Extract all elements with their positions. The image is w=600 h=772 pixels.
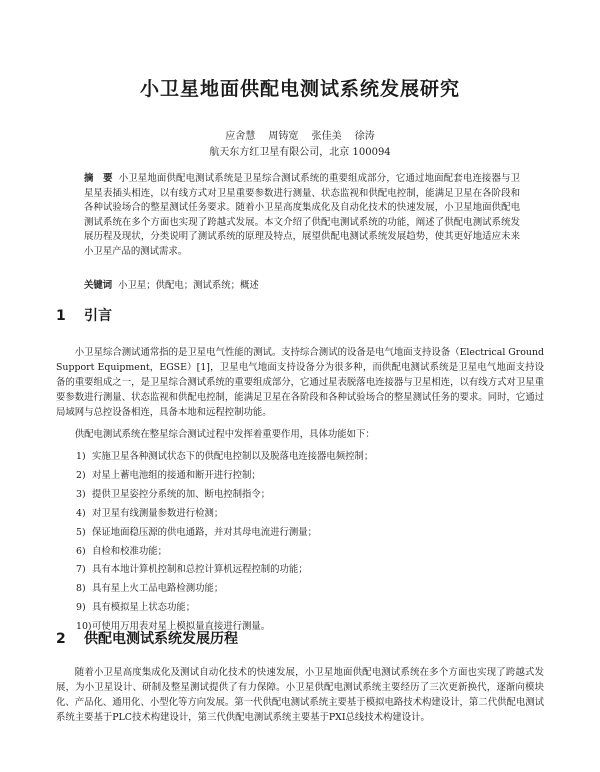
list-item-number: 7) [76,564,86,576]
list-item-text: 对卫星有线测量参数进行检测； [92,507,224,519]
paper-title: 小卫星地面供配电测试系统发展研究 [139,78,460,100]
list-item [76,543,544,562]
section-number: 2 [56,631,66,647]
abstract-text: 小卫星地面供配电测试系统是卫星综合测试系统的重要组成部分，它通过地面配套电连接器与卫星星表插头相连，以有线方式对卫星重要参数进行测量、状态监视和供配电控制，能满足卫星在各阶段和各种试验场合的整星测试任务要求。随着小卫星高度集成化及自动化技术的快速发展，小卫星地面供配电测试系统在多个方面也实现了跨越式发展。本文介绍了供配电测试系统的功能，阐述了供配电测试系统发展历程及现状，分类说明了测试系统的原理及特点，展望供配电测试系统发展趋势，使其更好地适应未来小卫星产品的测试需求。 [84,173,520,257]
list-item [76,448,544,467]
list-item-number: 10) [76,621,92,633]
list-item [76,467,544,486]
function-list [76,448,544,637]
author-name: 周铸宽 [268,131,299,142]
list-item-text: 具有星上火工品电路检测功能； [92,583,224,595]
list-item [76,561,544,580]
list-item [76,524,544,543]
author-name: 张佳美 [311,131,342,142]
list-item-number: 9) [76,602,86,614]
list-item [76,505,544,524]
list-item-number: 1) [76,451,86,462]
list-item-number: 3) [76,488,86,500]
list-item [76,599,544,618]
section-heading [56,628,238,648]
list-item-number: 2) [76,469,86,481]
author-list [0,127,600,142]
section2-paragraph: 随着小卫星高度集成化及测试自动化技术的快速发展，小卫星地面供配电测试系统在多个方面也实现了跨越式发展，为小卫星设计、研制及整星测试提供了有力保障。小卫星供配电测试系统主要经历了三次更新换代，逐渐向模块化、产品化、通用化、小型化等方向发展。第一代供配电测试系统主要基于模拟电路技术构建设计，第二代供配电测试系统主要基于PLC技术构建设计，第三代供配电测试系统主要基于PXI总线技术构建设计。 [56,667,544,723]
abstract-label: 摘 要 [84,173,113,184]
list-item-text: 自检和校准功能； [92,545,168,557]
list-item [76,486,544,505]
list-item-number: 4) [76,507,86,519]
keywords-text: 小卫星；供配电；测试系统；概述 [118,280,259,291]
affiliation: 航天东方红卫星有限公司，北京 100094 [209,147,391,158]
section-title: 引言 [84,308,112,324]
list-item-number: 5) [76,526,86,538]
list-item-text: 可使用万用表对星上模拟量直接进行测量。 [92,621,271,633]
list-item-text: 具有本地计算机控制和总控计算机远程控制的功能； [92,564,308,576]
author-name: 应舍慧 [225,131,256,142]
list-item-number: 6) [76,545,86,557]
section-heading [56,305,112,325]
list-item-text: 对星上蓄电池组的接通和断开进行控制； [92,469,261,481]
list-item-text: 具有模拟星上状态功能； [92,602,196,614]
keywords-label: 关键词 [84,280,113,291]
list-item-number: 8) [76,583,86,595]
section1-paragraph: 小卫星综合测试通常指的是卫星电气性能的测试。支持综合测试的设备是电气地面支持设备（Electrical Ground Support Equipment，EGSE）[1]，卫星电气地面支持设备分为很多种，而供配电测试系统是卫星电气地面支持设备的重要组成之一，是卫星综合测试系统的重要组成部分，它通过星表脱落电连接器与卫星相连，以有线方式对卫星重要参数进行测量、状态监视和供配电控制，能满足卫星在各阶段和各种试验场合的整星测试任务的要求。同时，它通过局域网与总控设备相连，具备本地和远程控制功能。 [56,347,544,418]
author-name: 徐涛 [354,131,375,142]
list-item-text: 提供卫星姿控分系统的加、断电控制指令； [92,488,271,500]
section1-paragraph: 供配电测试系统在整星综合测试过程中发挥着重要作用，具体功能如下： [74,429,375,440]
list-item-text: 实施卫星各种测试状态下的供配电控制以及脱落电连接器电频控制； [92,451,374,462]
list-item [76,580,544,599]
keywords [84,277,520,291]
abstract [84,172,520,260]
list-item-text: 保证地面稳压源的供电通路，并对其母电流进行测量； [92,526,318,538]
section-number: 1 [56,308,66,324]
section-title: 供配电测试系统发展历程 [84,631,238,647]
